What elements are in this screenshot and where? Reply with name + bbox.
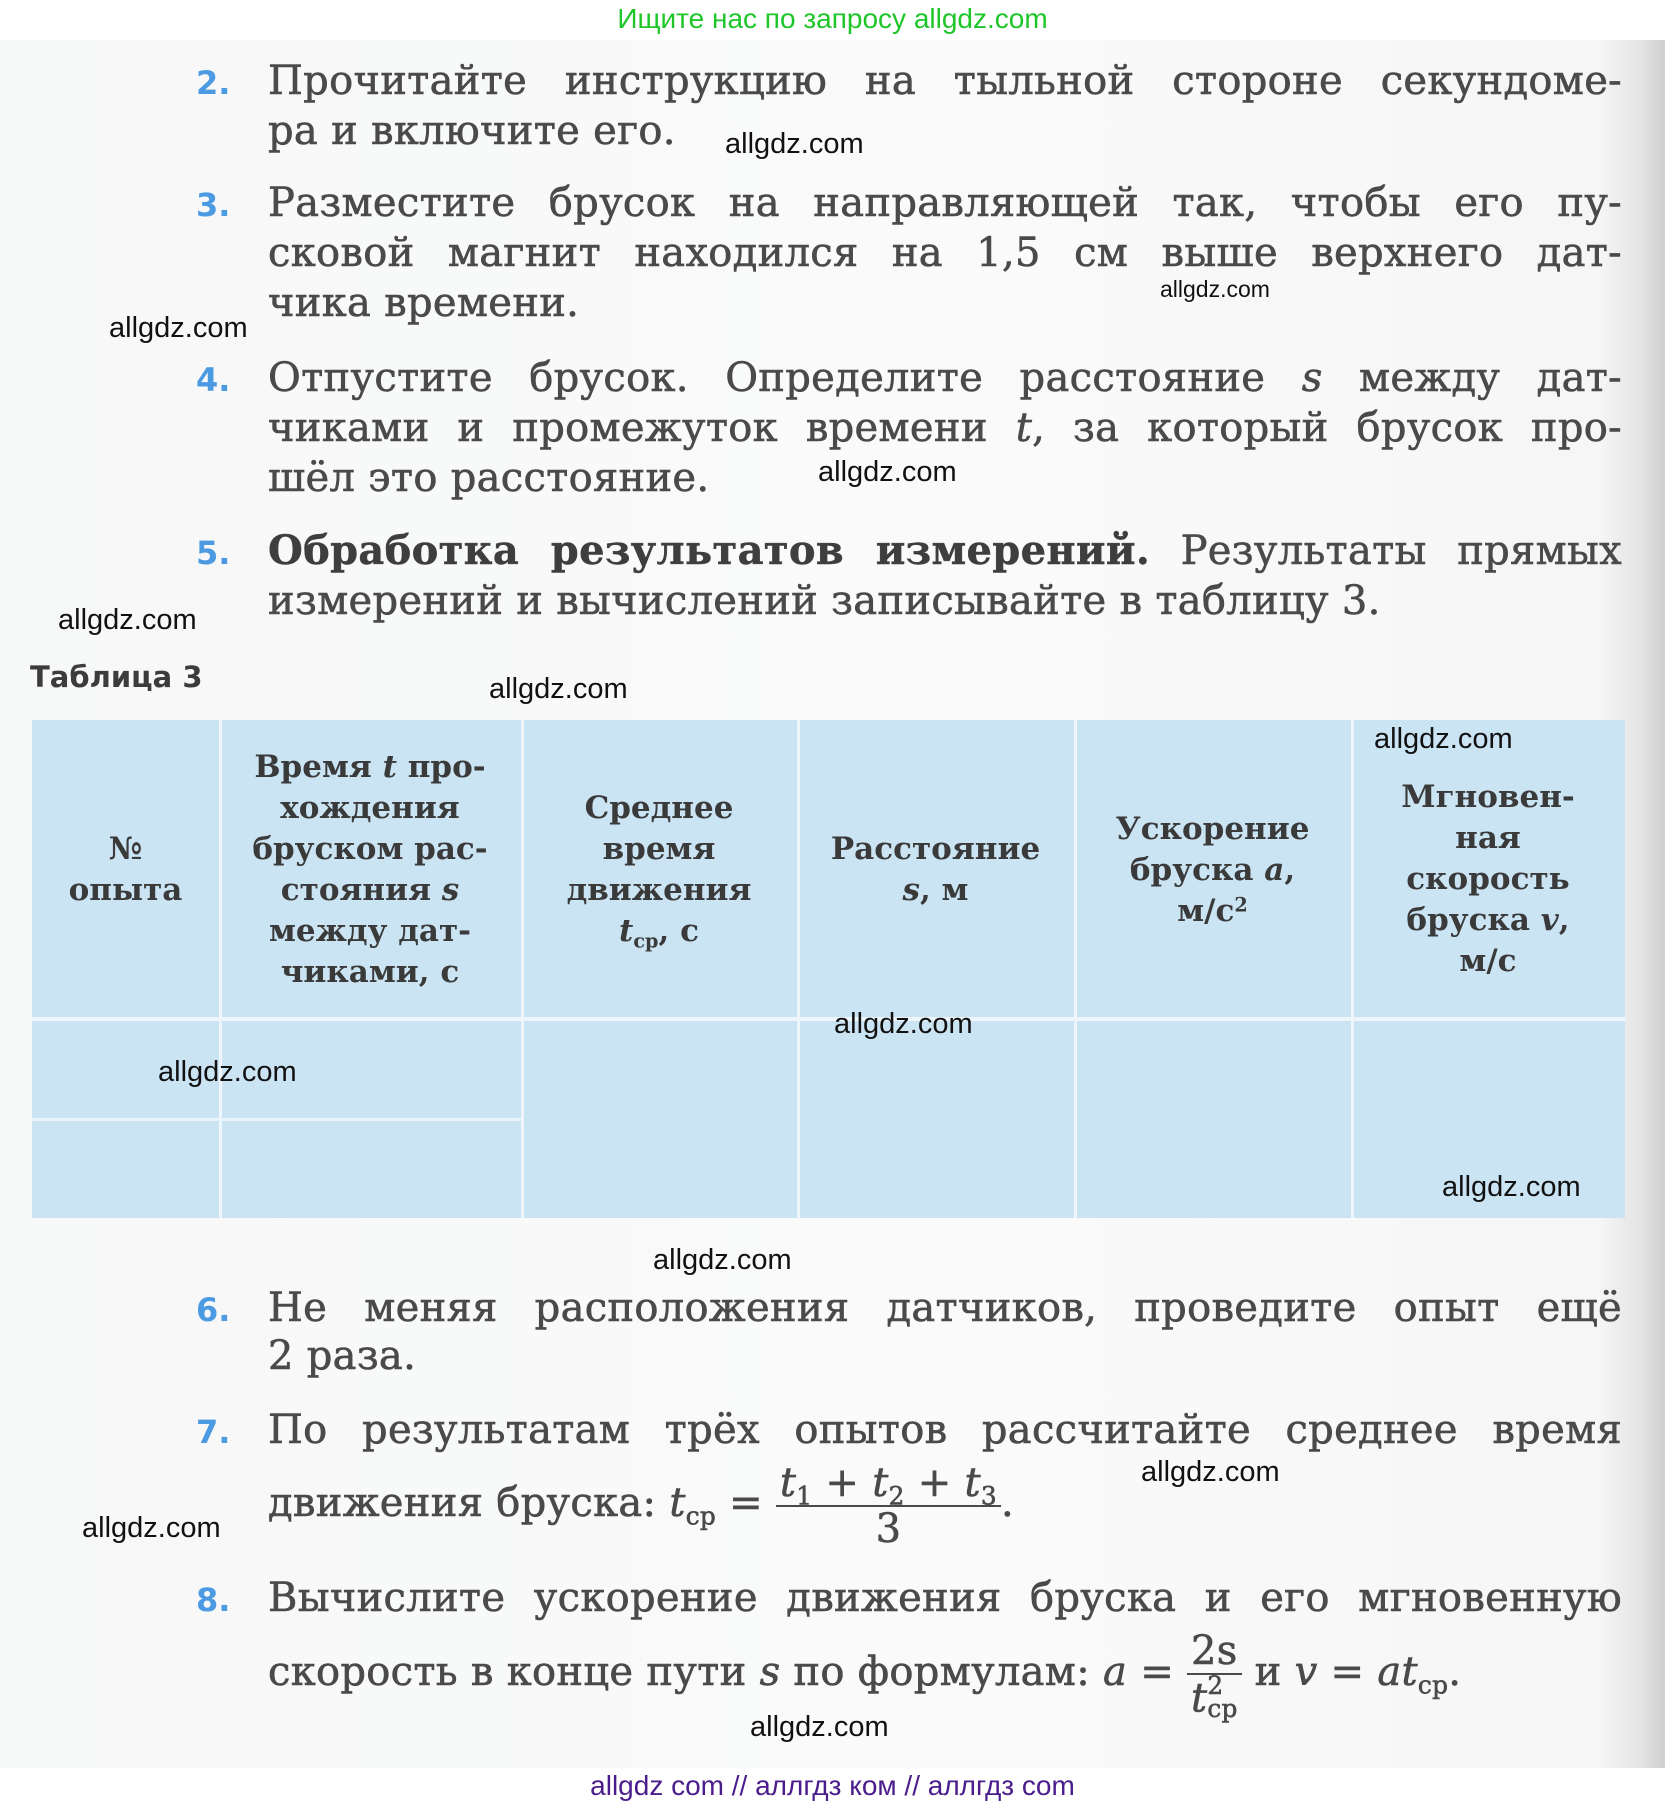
step-number-5: 5. <box>196 534 231 572</box>
watermark: allgdz.com <box>158 1056 297 1088</box>
step-7-line-2: движения бруска: $t_{ср}$ = $\frac{t_1 + t_2 + t_3}{3}$ . <box>268 1460 1015 1552</box>
step-6-line-1: Не меняя расположения датчиков, проведите опыт ещё <box>268 1285 1622 1331</box>
step-3-line-1: Разместите брусок на направляющей так, чтобы его пу- <box>268 180 1622 226</box>
step-7-line-1: По результатам трёх опытов рассчитайте среднее время <box>268 1407 1622 1453</box>
step-2-line-1: Прочитайте инструкцию на тыльной стороне секундоме- <box>268 58 1622 104</box>
step-number-8: 8. <box>196 1581 231 1619</box>
step-number-6: 6. <box>196 1291 231 1329</box>
table-header-experiment-number: № опыта <box>68 831 183 908</box>
step-2-line-2: ра и включите его. <box>268 108 676 154</box>
step-8-line-1: Вычислите ускорение движения бруска и его мгновенную <box>268 1575 1622 1621</box>
average-time-fraction: $\frac{t_1 + t_2 + t_3}{3}$ <box>776 1461 1001 1551</box>
step-4-line-1: Отпустите брусок. Определите расстояние s между дат- <box>268 355 1622 401</box>
watermark: allgdz.com <box>818 456 957 488</box>
table-header-distance: Расстояние s, м <box>830 831 1041 908</box>
watermark: allgdz.com <box>109 312 248 344</box>
step-3-line-2: сковой магнит находился на 1,5 см выше верхнего дат- <box>268 230 1622 276</box>
table-header-acceleration: Ускорение бруска a, $м/с^2$ <box>1115 810 1310 929</box>
footer-watermark: allgdz com // аллгдз ком // аллгдз com <box>590 1770 1075 1801</box>
step-number-3: 3. <box>196 186 231 224</box>
watermark: allgdz.com <box>653 1244 792 1276</box>
step-5-line-2: измерений и вычислений записывайте в таблицу 3. <box>268 578 1381 624</box>
step-8-line-2: скорость в конце пути s по формулам: a = 2s t 2 ср и $v = at_{ср}$. <box>268 1628 1462 1723</box>
watermark: allgdz.com <box>58 604 197 636</box>
table-header-instant-velocity: Мгновен- ная скорость бруска v, м/с <box>1401 778 1575 979</box>
formula-tcp-var: t <box>669 1480 686 1526</box>
step-number-4: 4. <box>196 361 231 399</box>
step-6-line-2: 2 раза. <box>268 1333 417 1379</box>
step-number-7: 7. <box>196 1413 231 1451</box>
watermark: allgdz.com <box>1374 723 1513 755</box>
step-4-line-2: чиками и промежуток времени t, за который брусок про- <box>268 405 1622 451</box>
table-header-time: Время t про- хождения бруском рас- стояния s между дат- чиками, с <box>252 749 488 990</box>
step-5-line-1: Обработка результатов измерений. Результаты прямых <box>268 527 1622 574</box>
step-number-2: 2. <box>196 64 231 102</box>
step-3-line-3: чика времени. <box>268 280 580 326</box>
watermark: allgdz.com <box>82 1512 221 1544</box>
step-4-line-3: шёл это расстояние. <box>268 455 710 501</box>
table-header-average-time: Среднее время движения $t_{ср}$, с <box>566 790 752 953</box>
variable-s: s <box>1301 355 1323 401</box>
watermark: allgdz.com <box>834 1008 973 1040</box>
watermark: allgdz.com <box>1160 276 1270 302</box>
table-caption: Таблица 3 <box>30 660 203 694</box>
watermark: allgdz.com <box>725 128 864 160</box>
variable-t: t <box>1015 405 1033 451</box>
watermark: allgdz.com <box>750 1711 889 1743</box>
acceleration-fraction: 2s t 2 ср <box>1187 1629 1242 1720</box>
watermark: allgdz.com <box>489 673 628 705</box>
table-row-2 <box>32 1121 1625 1218</box>
results-table <box>32 720 1625 1218</box>
watermark: allgdz.com <box>1442 1171 1581 1203</box>
search-banner: Ищите нас по запросу allgdz.com <box>617 3 1048 34</box>
step-5-bold-lead: Обработка результатов измерений. <box>268 527 1151 574</box>
watermark: allgdz.com <box>1141 1456 1280 1488</box>
